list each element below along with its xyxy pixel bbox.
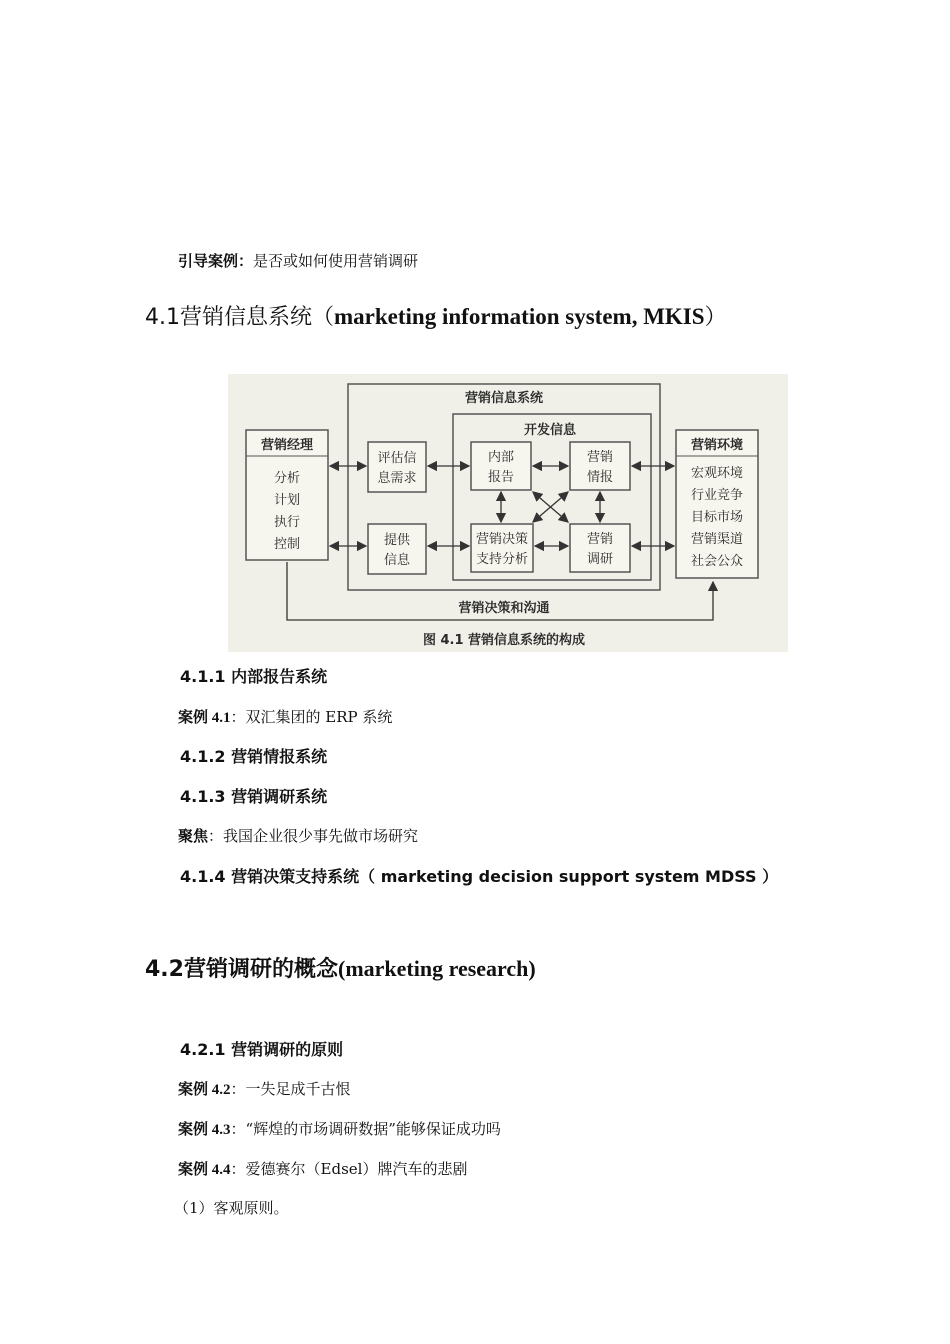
section-4-1-heading: 4.1营销信息系统（marketing information system, MKIS） [145,304,727,330]
environment-title: 营销环境 [690,438,744,453]
case-4-4: 案例 4.4：爱德赛尔（Edsel）牌汽车的悲剧 [178,1160,468,1178]
section-4-2-heading: 4.2营销调研的概念(marketing research) [145,956,536,982]
figure-caption: 图 4.1 营销信息系统的构成 [422,633,586,648]
svg-text:内部: 内部 [487,450,515,465]
mkis-outer-title: 营销信息系统 [464,391,544,406]
svg-text:营销: 营销 [586,450,614,465]
environment-item: 营销渠道 [690,532,744,547]
svg-text:支持分析: 支持分析 [475,552,529,567]
heading-4-2-1: 4.2.1 营销调研的原则 [180,1040,344,1059]
svg-text:提供: 提供 [383,533,411,548]
case-4-3: 案例 4.3：“辉煌的市场调研数据”能够保证成功吗 [178,1120,501,1138]
heading-4-1-3: 4.1.3 营销调研系统 [180,787,328,806]
manager-title: 营销经理 [260,438,314,453]
dev-info-title: 开发信息 [523,423,577,438]
svg-text:评估信: 评估信 [377,451,417,466]
manager-item: 执行 [273,515,301,530]
case-4-2: 案例 4.2：一失足成千古恨 [178,1080,351,1098]
lead-case-text: 是否或如何使用营销调研 [253,252,419,270]
lead-case [178,250,418,271]
environment-item: 目标市场 [690,510,744,525]
svg-text:信息: 信息 [383,553,411,568]
lead-case-label: 引导案例： [178,252,254,270]
environment-item: 行业竞争 [690,488,744,503]
svg-text:营销: 营销 [586,532,614,547]
environment-item: 宏观环境 [690,466,744,481]
svg-text:情报: 情报 [586,470,614,485]
svg-text:营销决策: 营销决策 [475,532,529,547]
focus-note: 聚焦：我国企业很少事先做市场研究 [178,827,419,845]
manager-item: 计划 [273,493,301,508]
manager-item: 控制 [273,537,301,552]
heading-4-1-1: 4.1.1 内部报告系统 [180,667,328,686]
principle-1: （1）客观原则。 [174,1199,289,1217]
case-4-1: 案例 4.1：双汇集团的 ERP 系统 [178,708,393,726]
heading-4-1-4: 4.1.4 营销决策支持系统（ marketing decision support system MDSS ） [180,867,779,886]
mkis-figure [228,374,788,652]
heading-4-1-2: 4.1.2 营销情报系统 [180,747,328,766]
decision-communication-label: 营销决策和沟通 [458,601,550,616]
manager-item: 分析 [273,471,301,486]
environment-item: 社会公众 [690,554,744,569]
svg-text:报告: 报告 [487,470,515,485]
svg-text:息需求: 息需求 [377,471,417,486]
svg-text:调研: 调研 [586,552,614,567]
